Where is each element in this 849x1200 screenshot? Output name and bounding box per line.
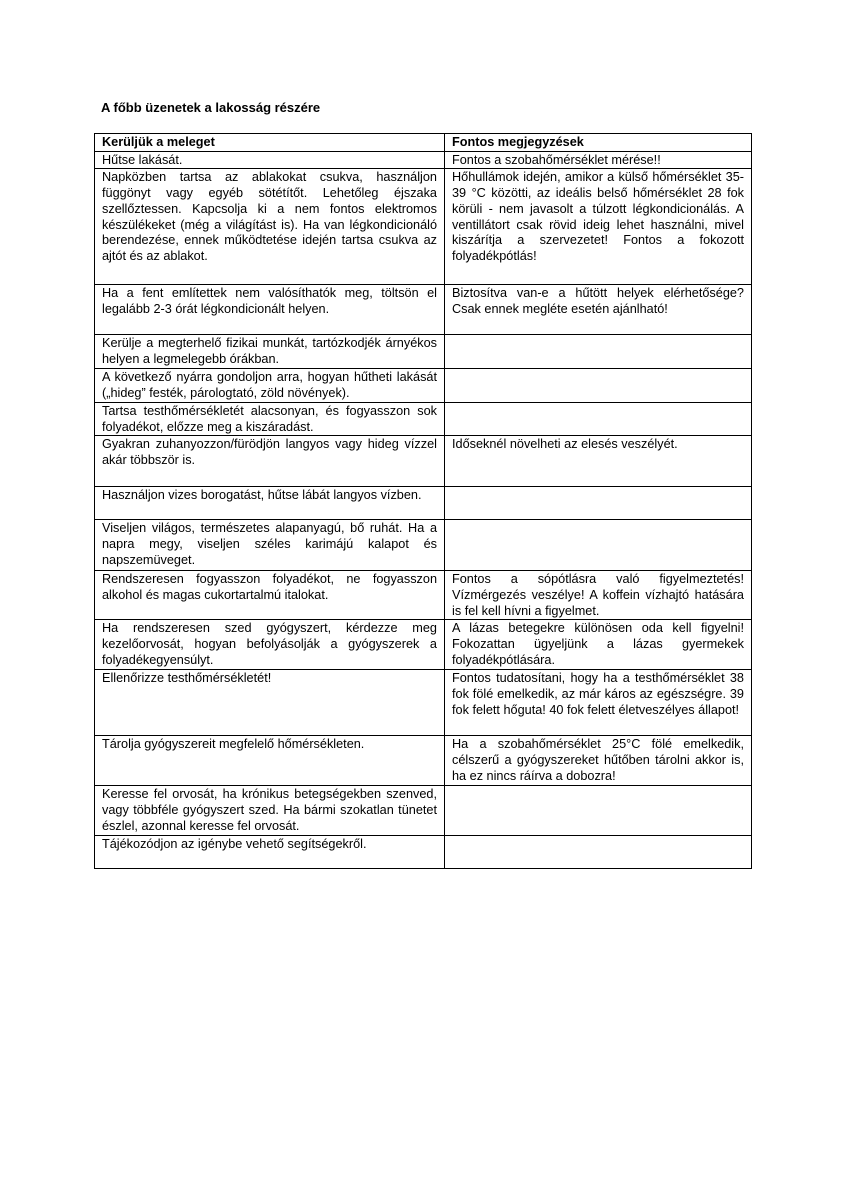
advice-cell: Ellenőrizze testhőmérsékletét! xyxy=(95,670,445,736)
header-important-notes: Fontos megjegyzések xyxy=(445,134,752,152)
table-row xyxy=(95,487,752,520)
table-row xyxy=(95,285,752,335)
advice-cell: Gyakran zuhanyozzon/fürödjön langyos vagy hideg vízzel akár többször is. xyxy=(95,436,445,487)
advice-cell: Ha a fent említettek nem valósíthatók meg, töltsön el legalább 2-3 órát légkondicionált helyen. xyxy=(95,285,445,335)
header-avoid-heat: Kerüljük a meleget xyxy=(95,134,445,152)
note-cell xyxy=(445,335,752,368)
table-row xyxy=(95,786,752,836)
table-row xyxy=(95,169,752,285)
advice-cell: Tartsa testhőmérsékletét alacsonyan, és fogyasszon sok folyadékot, előzze meg a kiszáradást. xyxy=(95,402,445,435)
advice-cell: Ha rendszeresen szed gyógyszert, kérdezze meg kezelőorvosát, hogyan befolyásolják a gyógyszerek a folyadékegyensúlyt. xyxy=(95,620,445,670)
note-cell: Fontos a szobahőmérséklet mérése!! xyxy=(445,151,752,169)
note-cell xyxy=(445,368,752,402)
note-cell: Fontos tudatosítani, hogy ha a testhőmérséklet 38 fok fölé emelkedik, az már káros az egészségre. 39 fok felett hőguta! 40 fok felett életveszélyes állapot! xyxy=(445,670,752,736)
table-row xyxy=(95,335,752,368)
note-cell: Biztosítva van-e a hűtött helyek elérhetősége? Csak ennek megléte esetén ajánlható! xyxy=(445,285,752,335)
note-cell: A lázas betegekre különösen oda kell figyelni! Fokozattan ügyeljünk a lázas gyermekek folyadékpótlására. xyxy=(445,620,752,670)
table-header-row xyxy=(95,134,752,152)
advice-cell: Hűtse lakását. xyxy=(95,151,445,169)
note-cell: Hőhullámok idején, amikor a külső hőmérséklet 35-39 °C közötti, az ideális belső hőmérséklet 28 fok körüli - nem javasolt a túlzott légkondicionálás. A ventillátort csak rövid ideig lehet használni, mivel kiszárítja a szervezetet! Fontos a fokozott folyadékpótlás! xyxy=(445,169,752,285)
note-cell xyxy=(445,520,752,571)
advice-cell: Keresse fel orvosát, ha krónikus betegségekben szenved, vagy többféle gyógyszert szed. Ha bármi szokatlan tünetet észlel, azonnal keresse fel orvosát. xyxy=(95,786,445,836)
note-cell xyxy=(445,836,752,869)
table-row xyxy=(95,736,752,786)
advice-cell: Tárolja gyógyszereit megfelelő hőmérsékleten. xyxy=(95,736,445,786)
note-cell xyxy=(445,786,752,836)
table-row xyxy=(95,402,752,435)
table-row xyxy=(95,571,752,620)
advice-cell: Tájékozódjon az igénybe vehető segítségekről. xyxy=(95,836,445,869)
advice-cell: A következő nyárra gondoljon arra, hogyan hűtheti lakását („hideg” festék, párologtató, zöld növények). xyxy=(95,368,445,402)
page-title: A főbb üzenetek a lakosság részére xyxy=(101,100,321,115)
advice-cell: Rendszeresen fogyasszon folyadékot, ne fogyasszon alkohol és magas cukortartalmú italokat. xyxy=(95,571,445,620)
table-row xyxy=(95,520,752,571)
table-row xyxy=(95,368,752,402)
note-cell: Időseknél növelheti az elesés veszélyét. xyxy=(445,436,752,487)
table-row xyxy=(95,151,752,169)
advice-cell: Kerülje a megterhelő fizikai munkát, tartózkodjék árnyékos helyen a legmelegebb órákban. xyxy=(95,335,445,368)
advice-cell: Viseljen világos, természetes alapanyagú, bő ruhát. Ha a napra megy, viseljen széles karimájú kalapot és napszemüveget. xyxy=(95,520,445,571)
note-cell xyxy=(445,402,752,435)
table-row xyxy=(95,436,752,487)
table-row xyxy=(95,620,752,670)
table-row xyxy=(95,836,752,869)
note-cell: Fontos a sópótlásra való figyelmeztetés! Vízmérgezés veszélye! A koffein vízhajtó hatására is fel kell hívni a figyelmet. xyxy=(445,571,752,620)
note-cell: Ha a szobahőmérséklet 25°C fölé emelkedik, célszerű a gyógyszereket hűtőben tárolni akkor is, ha ez nincs ráírva a dobozra! xyxy=(445,736,752,786)
recommendations-table xyxy=(94,133,752,869)
advice-cell: Használjon vizes borogatást, hűtse lábát langyos vízben. xyxy=(95,487,445,520)
advice-cell: Napközben tartsa az ablakokat csukva, használjon függönyt vagy egyéb sötétítőt. Lehetőleg éjszaka szellőztessen. Kapcsolja ki a nem fontos elektromos készülékeket (még a világítást is). Ha van légkondicionáló berendezése, ennek működtetése idején tartsa csukva az ajtót és az ablakot. xyxy=(95,169,445,285)
note-cell xyxy=(445,487,752,520)
table-row xyxy=(95,670,752,736)
